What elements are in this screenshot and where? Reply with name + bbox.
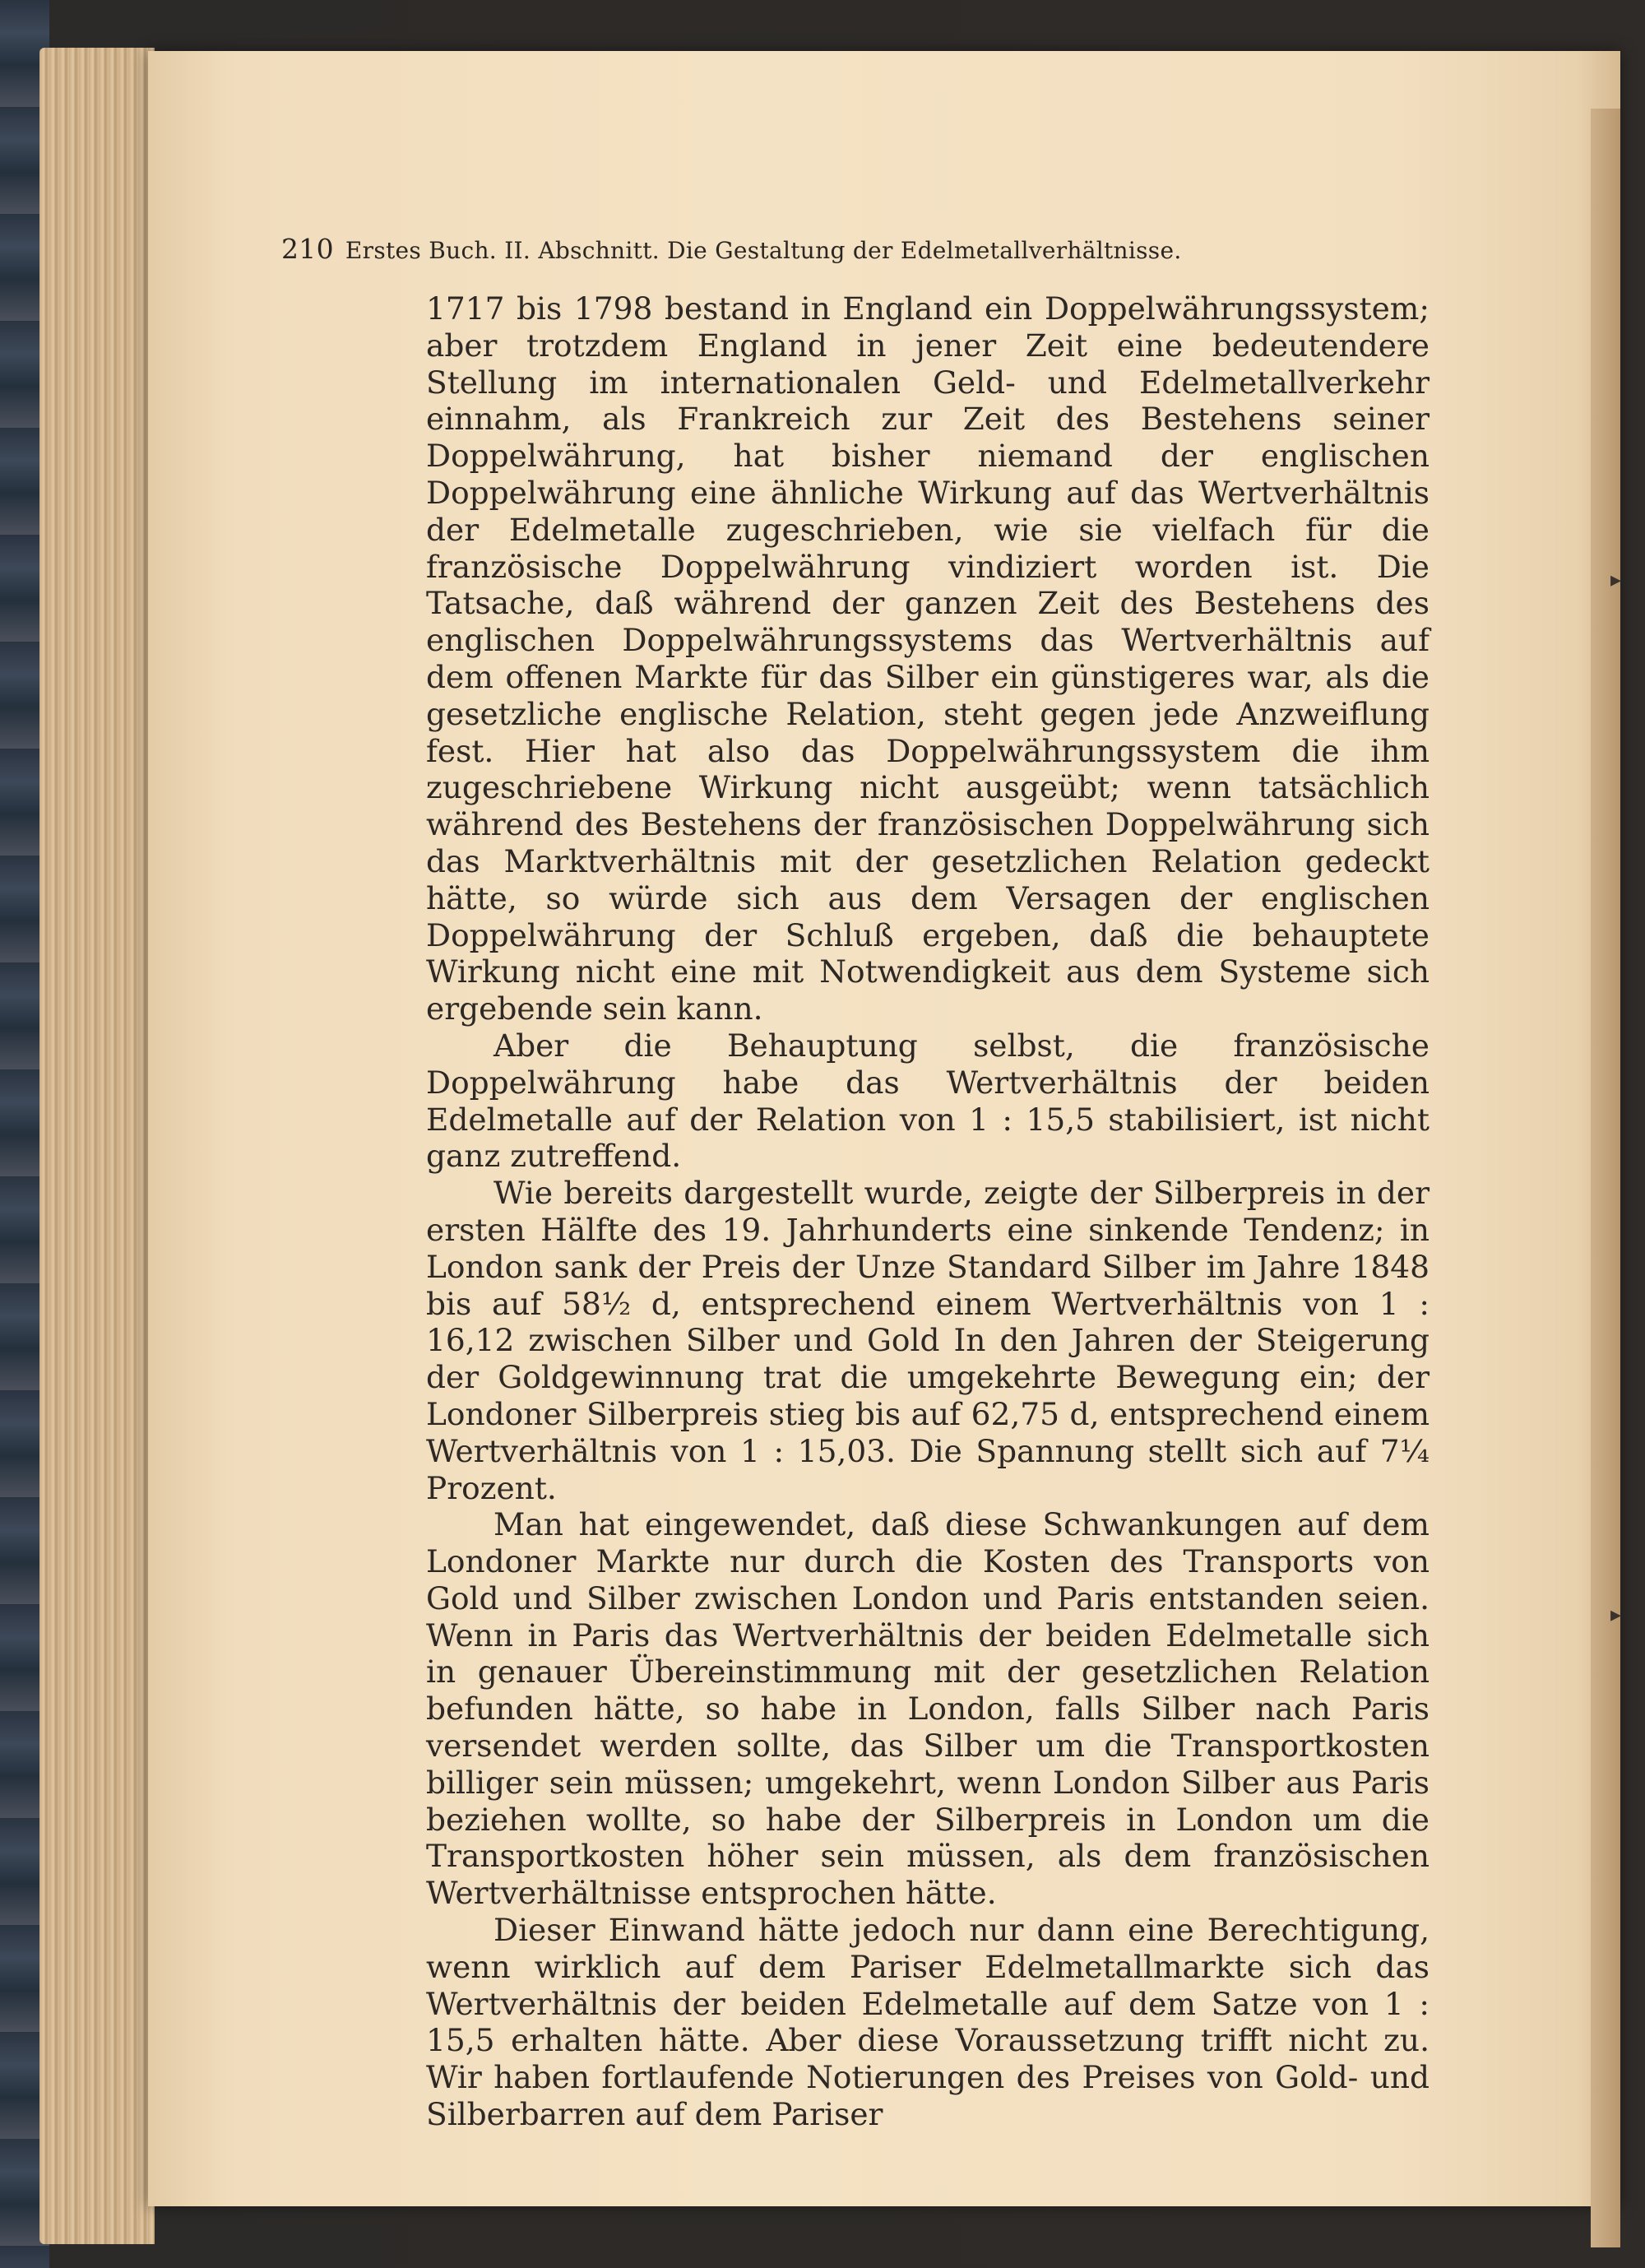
- running-header: [281, 233, 1433, 265]
- paragraph-3: Wie bereits dargestellt wurde, zeigte der Silberpreis in der ersten Hälfte des 19. Jahrhunderts eine sinkende Tendenz; in London sank der Preis der Unze Standard Silber im Jahre 1848 bis auf 58½ d, entsprechend einem Wertverhältnis von 1 : 16,12 zwischen Silber und Gold In den Jahren der Steigerung der Goldgewinnung trat die umgekehrte Bewegung ein; der Londoner Silberpreis stieg bis auf 62,75 d, entsprechend einem Wertverhältnis von 1 : 15,03. Die Spannung stellt sich auf 7¼ Prozent.: [426, 1175, 1430, 1506]
- margin-mark-icon: ▸: [1610, 568, 1622, 592]
- body-text: [426, 290, 1430, 2133]
- paragraph-4: Man hat eingewendet, daß diese Schwankungen auf dem Londoner Markte nur durch die Kosten des Transports von Gold und Silber zwischen London und Paris entstanden seien. Wenn in Paris das Wertverhältnis der beiden Edelmetalle sich in genauer Übereinstimmung mit der gesetzlichen Relation befunden hätte, so habe in London, falls Silber nach Paris versendet werden sollte, das Silber um die Transportkosten billiger sein müssen; umgekehrt, wenn London Silber aus Paris beziehen wollte, so habe der Silberpreis in London um die Transportkosten höher sein müssen, als dem französischen Wertverhältnisse entsprochen hätte.: [426, 1506, 1430, 1912]
- page-edges: [39, 48, 155, 2244]
- running-title: Erstes Buch. II. Abschnitt. Die Gestaltung der Edelmetallverhältnisse.: [345, 237, 1182, 264]
- paragraph-2: Aber die Behauptung selbst, die französische Doppelwährung habe das Wertverhältnis der beiden Edelmetalle auf der Relation von 1 : 15,5 stabilisiert, ist nicht ganz zutreffend.: [426, 1027, 1430, 1175]
- page-number: 210: [281, 233, 334, 265]
- page-right-edge: [1591, 109, 1620, 2247]
- margin-mark-icon: ▸: [1610, 1602, 1622, 1627]
- paragraph-5: Dieser Einwand hätte jedoch nur dann eine Berechtigung, wenn wirklich auf dem Pariser Edelmetallmarkte sich das Wertverhältnis der beiden Edelmetalle auf dem Satze von 1 : 15,5 erhalten hätte. Aber diese Voraussetzung trifft nicht zu. Wir haben fortlaufende Notierungen des Preises von Gold- und Silberbarren auf dem Pariser: [426, 1912, 1430, 2133]
- paragraph-1: 1717 bis 1798 bestand in England ein Doppelwährungssystem; aber trotzdem England in jener Zeit eine bedeutendere Stellung im internationalen Geld- und Edelmetallverkehr einnahm, als Frankreich zur Zeit des Bestehens seiner Doppelwährung, hat bisher niemand der englischen Doppelwährung eine ähnliche Wirkung auf das Wertverhältnis der Edelmetalle zugeschrieben, wie sie vielfach für die französische Doppelwährung vindiziert worden ist. Die Tatsache, daß während der ganzen Zeit des Bestehens des englischen Doppelwährungssystems das Wertverhältnis auf dem offenen Markte für das Silber ein günstigeres war, als die gesetzliche englische Relation, steht gegen jede Anzweiflung fest. Hier hat also das Doppelwährungssystem die ihm zugeschriebene Wirkung nicht ausgeübt; wenn tatsächlich während des Bestehens der französischen Doppelwährung sich das Marktverhältnis mit der gesetzlichen Relation gedeckt hätte, so würde sich aus dem Versagen der englischen Doppelwährung der Schluß ergeben, daß die behauptete Wirkung nicht eine mit Notwendigkeit aus dem Systeme sich ergebende sein kann.: [426, 290, 1430, 1027]
